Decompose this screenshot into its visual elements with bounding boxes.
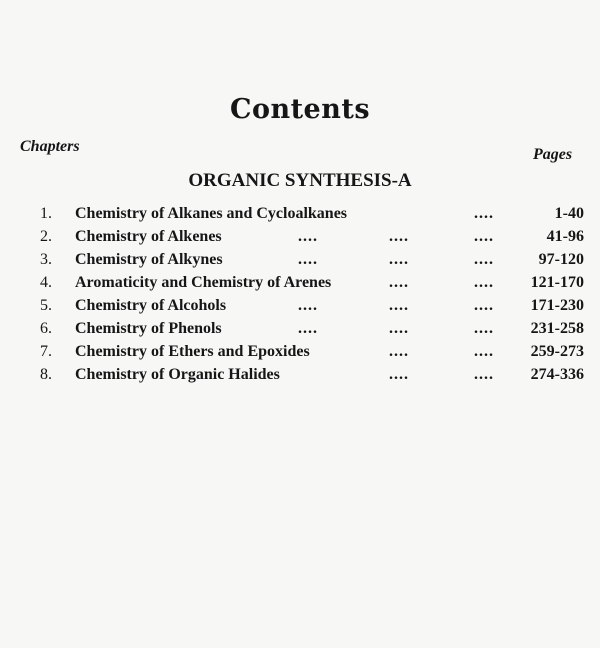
dot-leader: .... — [389, 366, 409, 383]
chapter-number: 8. — [40, 366, 52, 383]
dot-leader: .... — [474, 343, 494, 360]
dot-leader: .... — [389, 274, 409, 291]
chapter-pages: 121-170 — [530, 274, 584, 291]
pages-column-header: Pages — [533, 146, 573, 163]
dot-leader: .... — [474, 320, 494, 337]
dot-leader: .... — [474, 297, 494, 314]
dot-leader: .... — [474, 251, 494, 268]
page-title: Contents — [229, 94, 371, 125]
chapter-number: 4. — [40, 274, 52, 291]
chapter-title: Chemistry of Alkynes — [75, 251, 223, 268]
chapter-number: 2. — [40, 228, 52, 245]
dot-leader: .... — [474, 366, 494, 383]
chapter-pages: 231-258 — [530, 320, 584, 337]
dot-leader: .... — [389, 297, 409, 314]
toc-entry — [0, 340, 600, 363]
chapter-title: Chemistry of Alkanes and Cycloalkanes — [75, 205, 348, 222]
dot-leader: .... — [389, 343, 409, 360]
toc-entry — [0, 225, 600, 248]
toc-entry — [0, 294, 600, 317]
dot-leader: .... — [298, 251, 318, 268]
chapter-number: 3. — [40, 251, 52, 268]
dot-leader: .... — [474, 205, 494, 222]
toc-entry — [0, 202, 600, 225]
chapter-title: Chemistry of Organic Halides — [75, 366, 280, 383]
chapter-pages: 274-336 — [530, 366, 584, 383]
chapter-number: 6. — [40, 320, 52, 337]
toc-entry — [0, 317, 600, 340]
chapter-number: 7. — [40, 343, 52, 360]
dot-leader: .... — [389, 251, 409, 268]
dot-leader: .... — [298, 228, 318, 245]
chapter-pages: 41-96 — [546, 228, 584, 245]
chapter-title: Chemistry of Ethers and Epoxides — [75, 343, 310, 360]
toc-entry — [0, 271, 600, 294]
chapter-title: Chemistry of Alcohols — [75, 297, 227, 314]
dot-leader: .... — [474, 274, 494, 291]
dot-leader: .... — [389, 228, 409, 245]
chapter-pages: 259-273 — [530, 343, 584, 360]
toc-entry — [0, 363, 600, 386]
section-title: ORGANIC SYNTHESIS-A — [188, 170, 412, 191]
dot-leader: .... — [298, 320, 318, 337]
chapter-pages: 97-120 — [538, 251, 584, 268]
chapter-number: 5. — [40, 297, 52, 314]
chapter-title: Chemistry of Alkenes — [75, 228, 222, 245]
table-of-contents — [0, 202, 600, 386]
dot-leader: .... — [298, 297, 318, 314]
chapter-pages: 1-40 — [554, 205, 584, 222]
dot-leader: .... — [389, 320, 409, 337]
chapter-pages: 171-230 — [530, 297, 584, 314]
chapter-number: 1. — [40, 205, 52, 222]
chapter-title: Aromaticity and Chemistry of Arenes — [75, 274, 332, 291]
chapters-column-header: Chapters — [20, 138, 80, 155]
chapter-title: Chemistry of Phenols — [75, 320, 222, 337]
dot-leader: .... — [474, 228, 494, 245]
toc-entry — [0, 248, 600, 271]
